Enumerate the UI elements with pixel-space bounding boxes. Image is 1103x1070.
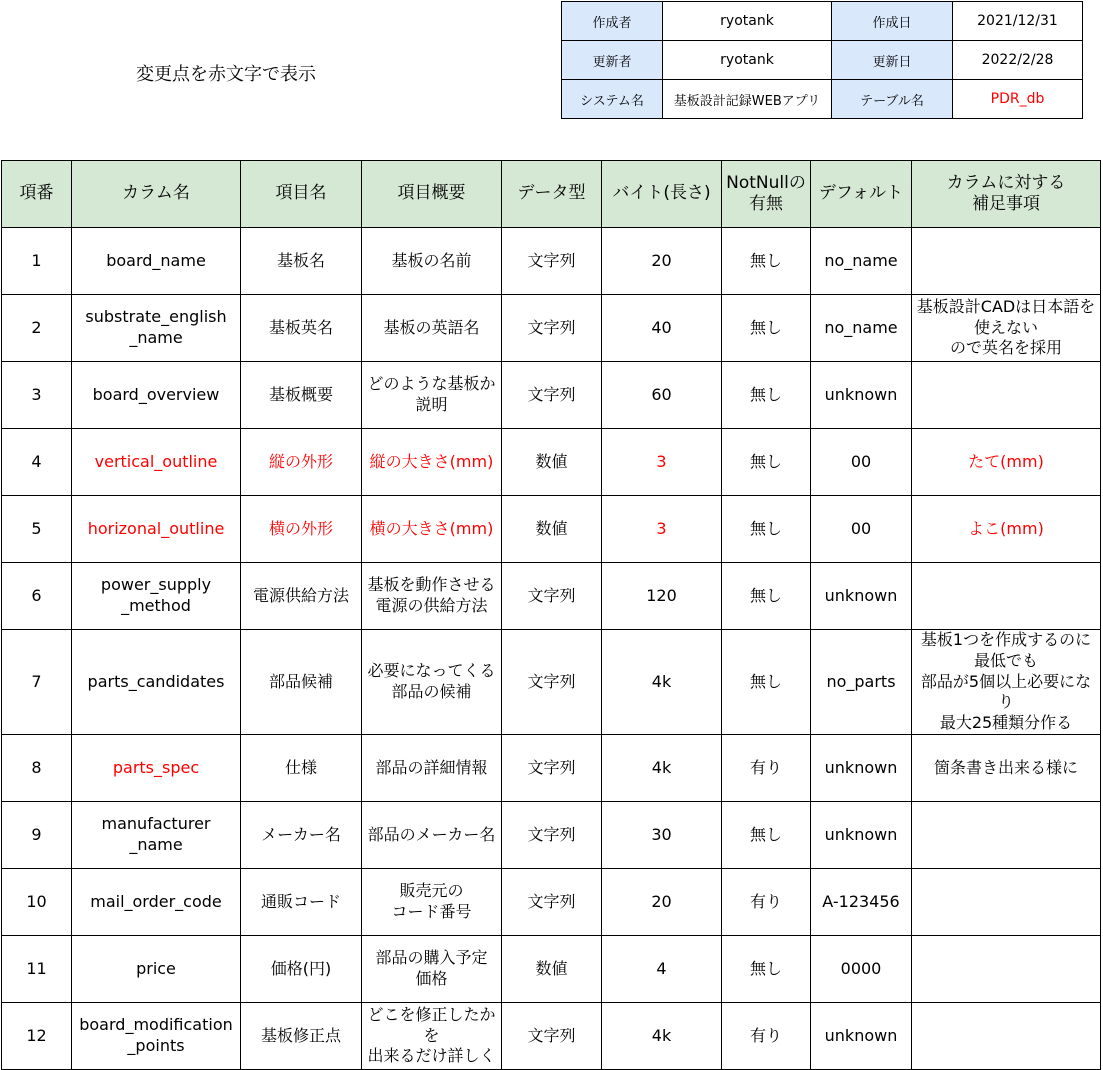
cell-item-summary: 部品の詳細情報 <box>362 734 502 801</box>
cell-item-summary: 基板の名前 <box>362 228 502 295</box>
cell-byte-length: 120 <box>602 563 722 630</box>
cell-item-summary: どこを修正したかを 出来るだけ詳しく <box>362 1002 502 1069</box>
cell-supplement <box>912 801 1101 868</box>
header-column-name: カラム名 <box>72 161 241 228</box>
cell-default-value: unknown <box>811 1002 912 1069</box>
table-row <box>2 630 1101 735</box>
updated-label: 更新日 <box>832 41 953 80</box>
table-name-label: テーブル名 <box>832 80 953 119</box>
cell-column-name: vertical_outline <box>72 429 241 496</box>
cell-byte-length: 60 <box>602 362 722 429</box>
updater-label: 更新者 <box>562 41 663 80</box>
header-item-name: 項目名 <box>241 161 362 228</box>
cell-column-name: manufacturer _name <box>72 801 241 868</box>
cell-column-name: horizonal_outline <box>72 496 241 563</box>
cell-item-no: 9 <box>2 801 72 868</box>
cell-item-name: 部品候補 <box>241 630 362 735</box>
header-item-no: 項番 <box>2 161 72 228</box>
created-label: 作成日 <box>832 2 953 41</box>
table-row <box>2 496 1101 563</box>
cell-item-name: 縦の外形 <box>241 429 362 496</box>
cell-not-null: 無し <box>722 295 811 362</box>
author-value: ryotank <box>663 2 832 41</box>
cell-item-no: 11 <box>2 935 72 1002</box>
cell-data-type: 数値 <box>502 496 602 563</box>
cell-supplement <box>912 228 1101 295</box>
cell-supplement: 箇条書き出来る様に <box>912 734 1101 801</box>
updated-value: 2022/2/28 <box>953 41 1083 80</box>
cell-not-null: 無し <box>722 429 811 496</box>
author-label: 作成者 <box>562 2 663 41</box>
cell-item-no: 2 <box>2 295 72 362</box>
cell-default-value: no_parts <box>811 630 912 735</box>
cell-item-no: 10 <box>2 868 72 935</box>
cell-not-null: 無し <box>722 935 811 1002</box>
cell-column-name: board_name <box>72 228 241 295</box>
column-definition-table <box>1 160 1101 1070</box>
cell-supplement: 基板設計CADは日本語を使えない ので英名を採用 <box>912 295 1101 362</box>
cell-byte-length: 20 <box>602 868 722 935</box>
cell-item-summary: 横の大きさ(mm) <box>362 496 502 563</box>
cell-supplement <box>912 935 1101 1002</box>
cell-item-no: 8 <box>2 734 72 801</box>
table-row <box>2 563 1101 630</box>
cell-byte-length: 4k <box>602 630 722 735</box>
cell-not-null: 無し <box>722 563 811 630</box>
cell-column-name: parts_candidates <box>72 630 241 735</box>
header-default-value: デフォルト <box>811 161 912 228</box>
cell-item-summary: 縦の大きさ(mm) <box>362 429 502 496</box>
table-row <box>2 868 1101 935</box>
cell-item-no: 1 <box>2 228 72 295</box>
cell-data-type: 文字列 <box>502 630 602 735</box>
cell-item-summary: 基板の英語名 <box>362 295 502 362</box>
cell-item-name: 基板名 <box>241 228 362 295</box>
cell-item-name: メーカー名 <box>241 801 362 868</box>
table-row <box>2 935 1101 1002</box>
table-row <box>2 295 1101 362</box>
cell-item-summary: 基板を動作させる 電源の供給方法 <box>362 563 502 630</box>
cell-default-value: unknown <box>811 563 912 630</box>
cell-column-name: board_modification _points <box>72 1002 241 1069</box>
cell-item-name: 電源供給方法 <box>241 563 362 630</box>
cell-item-no: 6 <box>2 563 72 630</box>
table-row <box>2 362 1101 429</box>
cell-item-no: 7 <box>2 630 72 735</box>
cell-item-name: 仕様 <box>241 734 362 801</box>
updater-value: ryotank <box>663 41 832 80</box>
cell-item-name: 通販コード <box>241 868 362 935</box>
cell-supplement <box>912 563 1101 630</box>
cell-byte-length: 40 <box>602 295 722 362</box>
cell-supplement: よこ(mm) <box>912 496 1101 563</box>
header-supplement: カラムに対する 補足事項 <box>912 161 1101 228</box>
cell-item-summary: 販売元の コード番号 <box>362 868 502 935</box>
cell-default-value: unknown <box>811 362 912 429</box>
cell-default-value: A-123456 <box>811 868 912 935</box>
cell-default-value: unknown <box>811 801 912 868</box>
table-row <box>2 429 1101 496</box>
cell-supplement <box>912 868 1101 935</box>
system-label: システム名 <box>562 80 663 119</box>
cell-data-type: 文字列 <box>502 1002 602 1069</box>
table-name-value: PDR_db <box>953 80 1083 119</box>
header-byte-length: バイト(長さ) <box>602 161 722 228</box>
cell-supplement <box>912 1002 1101 1069</box>
cell-byte-length: 30 <box>602 801 722 868</box>
cell-data-type: 文字列 <box>502 228 602 295</box>
cell-supplement: たて(mm) <box>912 429 1101 496</box>
cell-data-type: 文字列 <box>502 868 602 935</box>
cell-item-summary: 部品のメーカー名 <box>362 801 502 868</box>
cell-column-name: power_supply _method <box>72 563 241 630</box>
cell-item-no: 5 <box>2 496 72 563</box>
system-value: 基板設計記録WEBアプリ <box>663 80 832 119</box>
cell-supplement <box>912 362 1101 429</box>
cell-item-no: 3 <box>2 362 72 429</box>
cell-not-null: 無し <box>722 496 811 563</box>
cell-item-name: 基板修正点 <box>241 1002 362 1069</box>
cell-item-name: 横の外形 <box>241 496 362 563</box>
cell-column-name: board_overview <box>72 362 241 429</box>
cell-supplement: 基板1つを作成するのに最低でも 部品が5個以上必要になり 最大25種類分作る <box>912 630 1101 735</box>
cell-item-summary: どのような基板か 説明 <box>362 362 502 429</box>
cell-item-name: 基板概要 <box>241 362 362 429</box>
cell-byte-length: 20 <box>602 228 722 295</box>
cell-default-value: 00 <box>811 496 912 563</box>
cell-default-value: 0000 <box>811 935 912 1002</box>
cell-byte-length: 3 <box>602 496 722 563</box>
cell-column-name: parts_spec <box>72 734 241 801</box>
cell-item-summary: 必要になってくる 部品の候補 <box>362 630 502 735</box>
cell-not-null: 無し <box>722 362 811 429</box>
cell-not-null: 無し <box>722 630 811 735</box>
cell-column-name: substrate_english _name <box>72 295 241 362</box>
cell-column-name: mail_order_code <box>72 868 241 935</box>
cell-item-no: 4 <box>2 429 72 496</box>
cell-data-type: 文字列 <box>502 801 602 868</box>
cell-item-no: 12 <box>2 1002 72 1069</box>
header-data-type: データ型 <box>502 161 602 228</box>
header-item-summary: 項目概要 <box>362 161 502 228</box>
cell-byte-length: 4 <box>602 935 722 1002</box>
cell-default-value: no_name <box>811 228 912 295</box>
document-meta-table <box>561 1 1083 119</box>
cell-item-name: 基板英名 <box>241 295 362 362</box>
table-row <box>2 1002 1101 1069</box>
cell-data-type: 文字列 <box>502 295 602 362</box>
header-not-null: NotNullの 有無 <box>722 161 811 228</box>
cell-not-null: 無し <box>722 228 811 295</box>
cell-data-type: 文字列 <box>502 734 602 801</box>
cell-default-value: 00 <box>811 429 912 496</box>
legend-note: 変更点を赤文字で表示 <box>136 64 316 85</box>
table-row <box>2 228 1101 295</box>
cell-column-name: price <box>72 935 241 1002</box>
cell-item-name: 価格(円) <box>241 935 362 1002</box>
created-value: 2021/12/31 <box>953 2 1083 41</box>
cell-data-type: 数値 <box>502 935 602 1002</box>
cell-data-type: 文字列 <box>502 563 602 630</box>
header-row <box>2 161 1101 228</box>
cell-not-null: 有り <box>722 1002 811 1069</box>
cell-not-null: 有り <box>722 868 811 935</box>
table-row <box>2 801 1101 868</box>
table-row <box>2 734 1101 801</box>
cell-byte-length: 3 <box>602 429 722 496</box>
cell-data-type: 文字列 <box>502 362 602 429</box>
cell-data-type: 数値 <box>502 429 602 496</box>
cell-byte-length: 4k <box>602 734 722 801</box>
cell-default-value: unknown <box>811 734 912 801</box>
cell-default-value: no_name <box>811 295 912 362</box>
cell-not-null: 無し <box>722 801 811 868</box>
cell-not-null: 有り <box>722 734 811 801</box>
cell-item-summary: 部品の購入予定 価格 <box>362 935 502 1002</box>
cell-byte-length: 4k <box>602 1002 722 1069</box>
